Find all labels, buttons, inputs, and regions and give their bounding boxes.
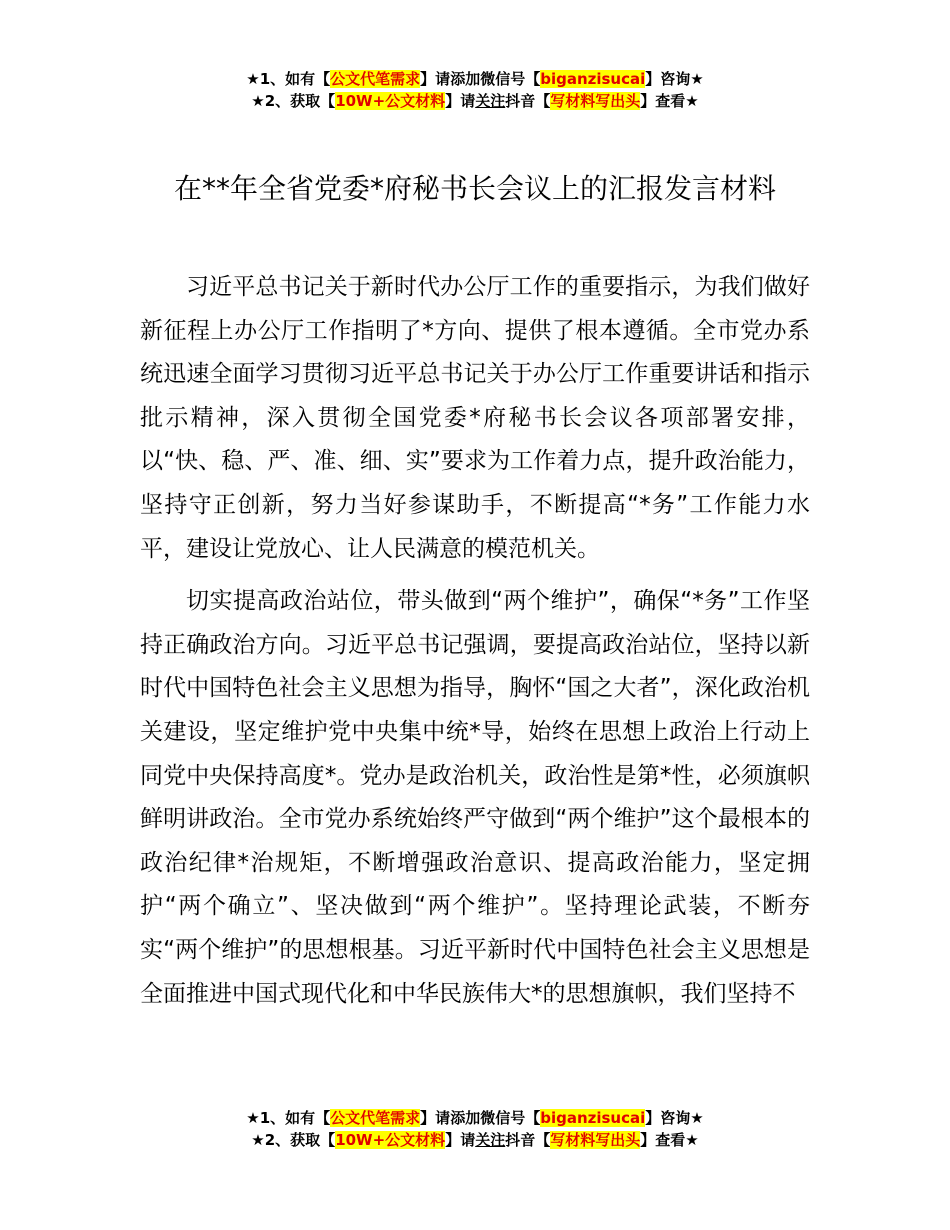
header-banner: [0, 68, 950, 112]
footer-line1-emphasis: 添加: [450, 1109, 481, 1127]
header-line2-mid1: 】请: [445, 92, 476, 110]
header-line1-mid1: 】请: [420, 70, 451, 88]
header-line2-mid2: 抖音【: [505, 92, 551, 110]
body-paragraph-1: 习近平总书记关于新时代办公厅工作的重要指示，为我们做好新征程上办公厅工作指明了*方向、提供了根本遵循。全市党办系统迅速全面学习贯彻习近平总书记关于办公厅工作重要讲话和指示批示精神，深入贯彻全国党委*府秘书长会议各项部署安排，以“快、稳、严、准、细、实”要求为工作着力点，提升政治能力，坚持守正创新，努力当好参谋助手，不断提高“*务”工作能力水平，建设让党放心、让人民满意的模范机关。: [140, 274, 810, 562]
footer-line2-mid2: 抖音【: [505, 1131, 551, 1149]
footer-line1-suffix: 】咨询★: [645, 1109, 704, 1127]
document-body: [140, 266, 810, 1025]
header-line1-highlight-service: 公文代笔需求: [330, 70, 421, 88]
header-line2-highlight-materials: 10W+公文材料: [335, 92, 446, 110]
header-line1-prefix: ★1、如有【: [246, 70, 331, 88]
footer-banner-line-1: [0, 1107, 950, 1129]
footer-line1-highlight-wechat: biganzisucai: [540, 1109, 646, 1127]
header-line2-highlight-douyin: 写材料写出头: [550, 92, 641, 110]
footer-line2-highlight-materials: 10W+公文材料: [335, 1131, 446, 1149]
document-title: 在**年全省党委*府秘书长会议上的汇报发言材料: [173, 172, 776, 205]
footer-line2-emphasis: 关注: [475, 1131, 506, 1149]
footer-line2-mid1: 】请: [445, 1131, 476, 1149]
footer-line1-prefix: ★1、如有【: [246, 1109, 331, 1127]
header-line1-suffix: 】咨询★: [645, 70, 704, 88]
header-line1-emphasis: 添加: [450, 70, 481, 88]
header-line2-emphasis: 关注: [475, 92, 506, 110]
footer-line1-highlight-service: 公文代笔需求: [330, 1109, 421, 1127]
header-line1-mid2: 微信号【: [480, 70, 541, 88]
footer-line2-suffix: 】查看★: [640, 1131, 699, 1149]
footer-line2-prefix: ★2、获取【: [251, 1131, 336, 1149]
footer-line1-mid1: 】请: [420, 1109, 451, 1127]
footer-line2-highlight-douyin: 写材料写出头: [550, 1131, 641, 1149]
header-banner-line-2: [0, 90, 950, 112]
header-banner-line-1: [0, 68, 950, 90]
footer-line1-mid2: 微信号【: [480, 1109, 541, 1127]
body-paragraph-2: 切实提高政治站位，带头做到“两个维护”，确保“*务”工作坚持正确政治方向。习近平总书记强调，要提高政治站位，坚持以新时代中国特色社会主义思想为指导，胸怀“国之大者”，深化政治机关建设，坚定维护党中央集中统*导，始终在思想上政治上行动上同党中央保持高度*。党办是政治机关，政治性是第*性，必须旗帜鲜明讲政治。全市党办系统始终严守做到“两个维护”这个最根本的政治纪律*治规矩，不断增强政治意识、提高政治能力，坚定拥护“两个确立”、坚决做到“两个维护”。坚持理论武装，不断夯实“两个维护”的思想根基。习近平新时代中国特色社会主义思想是全面推进中国式现代化和中华民族伟大*的思想旗帜，我们坚持不: [140, 588, 810, 1007]
header-line1-highlight-wechat: biganzisucai: [540, 70, 646, 88]
footer-banner: [0, 1107, 950, 1151]
header-line2-suffix: 】查看★: [640, 92, 699, 110]
header-line2-prefix: ★2、获取【: [251, 92, 336, 110]
footer-banner-line-2: [0, 1129, 950, 1151]
